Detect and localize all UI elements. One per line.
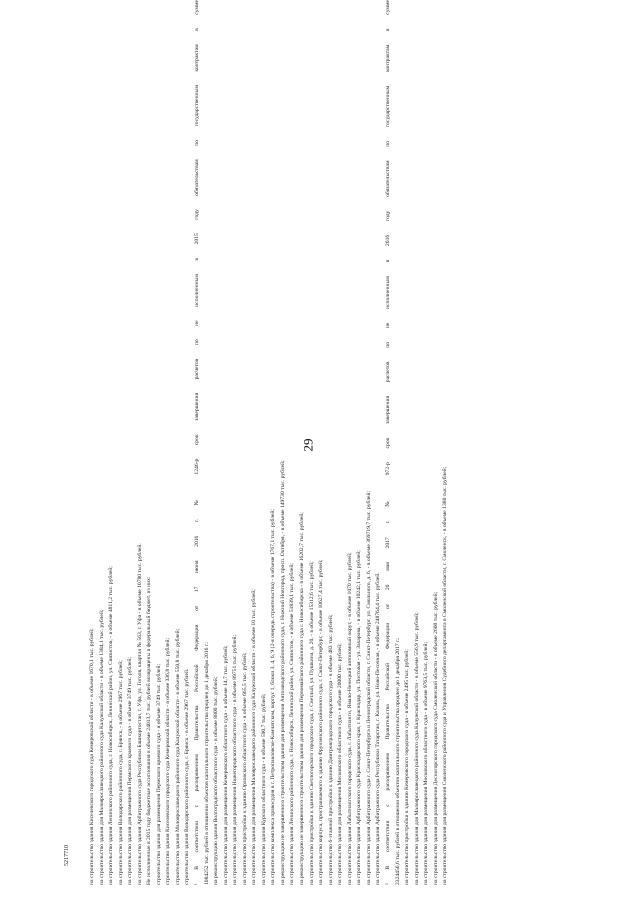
text-line: на строительство здания Арбитражного суда Краснодарского края, г. Краснодар, ул. Постовая - ул. Захарова, - в объеме 10242,1 тыс. рублей; [356,550,363,885]
text-line: строительство здания Володарского районного суда, г. Брянск - в объеме 2967 тыс. рублей. [184,668,191,885]
text-line: на строительство корпуса, пристраиваемого к зданию Фрунзенского районного суда, г. Санкт-Петербург, - в объеме 10627,4 тыс. рублей; [318,559,325,885]
text-line: строительство здания Малоярославецкого районного суда Калужской области - в объеме 550,8 тыс. рублей; [174,628,181,885]
text-line: на строительство здания Ленинского районного суда, г. Новосибирск, Ленинский район, ул. Связистов, - в объеме 51839,1 тыс. рублей; [289,563,296,885]
text-line: на строительство здания Володарского районного суда, г. Брянск, - в объеме 2967 тыс. рублей; [117,660,124,885]
text-line: на реконструкцию здания Волгоградского областного суда - в объеме 8800 тыс. рублей; [213,676,220,885]
document-body [88,0,598,885]
text-line: на реконструкцию не завершенного строительством здания для размещения Автозаводского районного суда, г. Нижний Новгород, просп. Октября, - в объеме 149730 тыс. рублей; [279,460,286,885]
text-line: ¹ В соответствии с распоряжением Правительства Российской Федерации от 17 июня 2016 г. № 1246-р срок завершения расчетов по не исполненным в 2015 году обязательствам по государственным контрактам в сумме [194,0,201,885]
text-line: на строительство здания для размещения Малоярославецкого районного суда Калужской области - в объеме 10 тыс. рублей; [251,589,258,885]
text-line: на строительство здания Лабытнангского городского суда, г. Лабытнанги, Ямало-Ненецкий автономный округ, - в объеме 1070 тыс. рублей; [346,552,353,885]
text-line: на строительство пристройки к зданию Кемеровского городского суда - в объеме 2495 тыс. рублей; [404,649,411,885]
text-line: на строительство здания Арбитражного суда г. Санкт-Петербурга и Ленинградской области, г. Санкт-Петербург, ул. Смольного, д. 6, - в объеме 369719,7 тыс. рублей; [365,490,372,885]
text-line: на строительство здания Арбитражного суда Республики Башкортостан, г. Уфа, ул. Гоголя, квартал № 563, г. Уфа - в объеме 10780 тыс. рублей. [136,543,143,885]
text-line: на строительство здания для размещения Московского областного суда - в объеме 9763,5 тыс. рублей; [423,641,430,885]
text-line: на строительство здания для размещения Смоленского районного суда и Управления Судебного департамента в Смоленской области, г. Смоленск, - в объеме 1380 тыс. рублей; [442,466,449,885]
text-line: на строительство здания для размещения Нижегородского областного суда - в объеме 89751 тыс. рублей; [232,634,239,885]
text-line: Не исполненные в 2015 году бюджетные ассигнования в объеме 24013,7 тыс. рублей возвращены в федеральный бюджет, из них: [146,576,153,885]
text-line: на строительство пристройки к зданию Светлогорского городского суда, г. Светлый, ул. Пушкина, д. 20, - в объеме 15312,6 тыс. рублей; [308,561,315,885]
document-id: 5217710 [64,845,70,866]
text-line: 1084252 тыс. рублей в отношении объектов капитального строительства продлен до 1 декабря 2016 г.: [203,641,210,885]
text-line: на строительство здания для размещения Десногорского городского суда Смоленской области - в объеме 2600 тыс. рублей; [432,591,439,885]
text-line: на строительство здания Арбитражного суда Республики Татарстан, г. Казань, ул. Ново-Песочная, - в объеме 248764,4 тыс. рублей. [375,572,382,885]
text-line: на строительство комплекса правосудия в г. Петропавловске-Камчатском, корпус 1, блоки 3, 4, 6, 9 (2-я очередь строительства) - в объеме 1767,1 тыс. рублей; [270,509,277,885]
text-line: на реконструкцию не завершенного строительством здания для размещения Первомайского районного суда г. Новосибирска - в объеме 16202,7 тыс. рублей; [299,512,306,885]
text-line: на строительство здания для размещения Пермского краевого суда - в объеме 3749 тыс. рублей; [127,657,134,885]
text-line: на строительство здания Ленинского районного суда, г. Новосибирск, Ленинский район, ул. Связистов, - в объеме 4811,2 тыс. рублей; [108,566,115,885]
text-line: на строительство здания для Малоярославецкого районного суда Калужской области - в объеме 1384,1 тыс. рублей; [98,609,105,885]
page-number: 29 [300,438,316,452]
text-line: строительство здания Киселевского городского суда Кемеровской области - в объеме 336,8 тыс. рублей; [165,637,172,885]
text-line: ² В соответствии с распоряжением Правительства Российской Федерации от 20 мая 2017 г. № 972-р срок завершения расчетов по не исполненным в 2016 году обязательствам по государственным контрактам в сумме [384,0,391,885]
text-line: строительство здания для размещения Пермского краевого суда - в объеме 3749 тыс. рублей; [155,663,162,885]
text-line: 2324456,6 тыс. рублей в отношении объектов капитального строительства продлен до 1 декабря 2017 г.: [394,637,401,885]
text-line: на строительство здания Курского областного суда - в объеме 590,7 тыс. рублей; [260,693,267,885]
text-line: на строительство здания Киселевского городского суда Кемеровской области - в объеме 1670,1 тыс. рублей; [89,628,95,885]
text-line: на строительство пристройки к зданию Орловского областного суда - в объеме 665,5 тыс. рублей; [241,652,248,885]
text-line: на строительство здания для размещения Московского областного суда - в объеме 20000 тыс. рублей; [337,643,344,885]
text-line: на строительство 6-этажной пристройки к зданию Дмитровградского городского суда - в объеме 483 тыс. рублей; [327,614,334,885]
text-line: на строительство здания для Малоярославецкого районного суда Калужской области - в объеме 556,9 тыс. рублей; [413,612,420,885]
text-line: на строительство здания для размещения Кемеровского областного суда - в объеме 14,7 тыс. рублей; [222,645,229,885]
